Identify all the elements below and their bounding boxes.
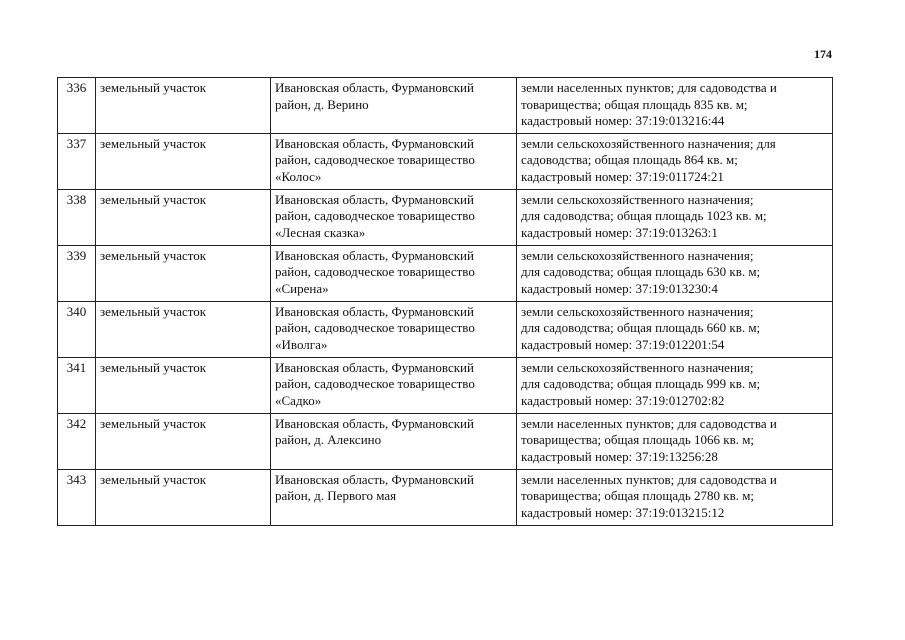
table-row [58,245,833,301]
description-cell [517,245,833,301]
description-line: для садоводства; общая площадь 630 кв. м; [521,264,761,279]
object-type: земельный участок [96,301,271,357]
description-cell [517,133,833,189]
description-cell [517,469,833,525]
description-cell [517,357,833,413]
table-row [58,357,833,413]
address-cell [271,469,517,525]
description-line: земли сельскохозяйственного назначения; для [521,135,776,151]
description-line: кадастровый номер: 37:19:012702:82 [521,392,725,408]
description-line: садоводства; общая площадь 864 кв. м; [521,152,738,167]
address-line: Ивановская область, Фурмановский [275,415,474,431]
row-number: 340 [58,301,96,357]
address-line: Ивановская область, Фурмановский [275,135,474,151]
address-line: район, садоводческое товарищество [275,320,475,335]
address-line: район, садоводческое товарищество [275,208,475,223]
address-line: район, садоводческое товарищество [275,264,475,279]
row-number: 336 [58,78,96,134]
address-line: Ивановская область, Фурмановский [275,359,474,375]
description-line: товарищества; общая площадь 2780 кв. м; [521,488,755,503]
description-line: земли сельскохозяйственного назначения; [521,359,754,375]
object-type: земельный участок [96,78,271,134]
description-cell [517,189,833,245]
description-line: земли сельскохозяйственного назначения; [521,191,754,207]
object-type: земельный участок [96,189,271,245]
table-body [58,78,833,526]
description-line: товарищества; общая площадь 835 кв. м; [521,96,748,112]
object-type: земельный участок [96,413,271,469]
table-row [58,413,833,469]
address-line: район, д. Первого мая [275,488,397,503]
description-cell [517,78,833,134]
address-line: Ивановская область, Фурмановский [275,191,474,207]
description-line: товарищества; общая площадь 1066 кв. м; [521,432,755,447]
address-line: «Лесная сказка» [275,224,366,240]
address-line: «Колос» [275,168,322,184]
row-number: 338 [58,189,96,245]
description-line: кадастровый номер: 37:19:013215:12 [521,504,725,520]
address-line: район, садоводческое товарищество [275,152,475,167]
address-line: Ивановская область, Фурмановский [275,303,474,319]
description-line: кадастровый номер: 37:19:011724:21 [521,168,724,184]
object-type: земельный участок [96,133,271,189]
description-line: кадастровый номер: 37:19:013216:44 [521,113,725,128]
row-number: 342 [58,413,96,469]
description-line: для садоводства; общая площадь 660 кв. м; [521,320,761,335]
address-cell [271,78,517,134]
table-row [58,133,833,189]
description-line: кадастровый номер: 37:19:013230:4 [521,280,718,296]
address-line: Ивановская область, Фурмановский [275,80,474,95]
address-line: район, д. Алексино [275,432,382,447]
object-type: земельный участок [96,357,271,413]
land-plot-table [57,77,833,526]
description-line: земли населенных пунктов; для садоводства и [521,471,777,487]
table-row [58,189,833,245]
description-line: кадастровый номер: 37:19:012201:54 [521,336,725,352]
description-line: кадастровый номер: 37:19:13256:28 [521,448,718,464]
address-line: «Иволга» [275,336,328,352]
address-cell [271,189,517,245]
description-line: земли населенных пунктов; для садоводства и [521,415,777,431]
row-number: 341 [58,357,96,413]
address-line: Ивановская область, Фурмановский [275,471,474,487]
address-cell [271,357,517,413]
address-line: район, садоводческое товарищество [275,376,475,391]
table-row [58,301,833,357]
address-cell [271,301,517,357]
address-line: Ивановская область, Фурмановский [275,247,474,263]
address-line: район, д. Верино [275,96,369,112]
row-number: 343 [58,469,96,525]
description-line: земли сельскохозяйственного назначения; [521,303,754,319]
page-number: 174 [814,47,832,61]
address-cell [271,133,517,189]
address-cell [271,413,517,469]
address-line: «Садко» [275,392,322,408]
description-line: земли населенных пунктов; для садоводства и [521,80,777,95]
description-line: для садоводства; общая площадь 999 кв. м; [521,376,761,391]
table-row [58,78,833,134]
address-cell [271,245,517,301]
description-line: кадастровый номер: 37:19:013263:1 [521,224,718,240]
description-cell [517,413,833,469]
table-row [58,469,833,525]
description-line: земли сельскохозяйственного назначения; [521,247,754,263]
address-line: «Сирена» [275,280,329,296]
description-cell [517,301,833,357]
object-type: земельный участок [96,469,271,525]
description-line: для садоводства; общая площадь 1023 кв. м; [521,208,767,223]
row-number: 339 [58,245,96,301]
row-number: 337 [58,133,96,189]
object-type: земельный участок [96,245,271,301]
